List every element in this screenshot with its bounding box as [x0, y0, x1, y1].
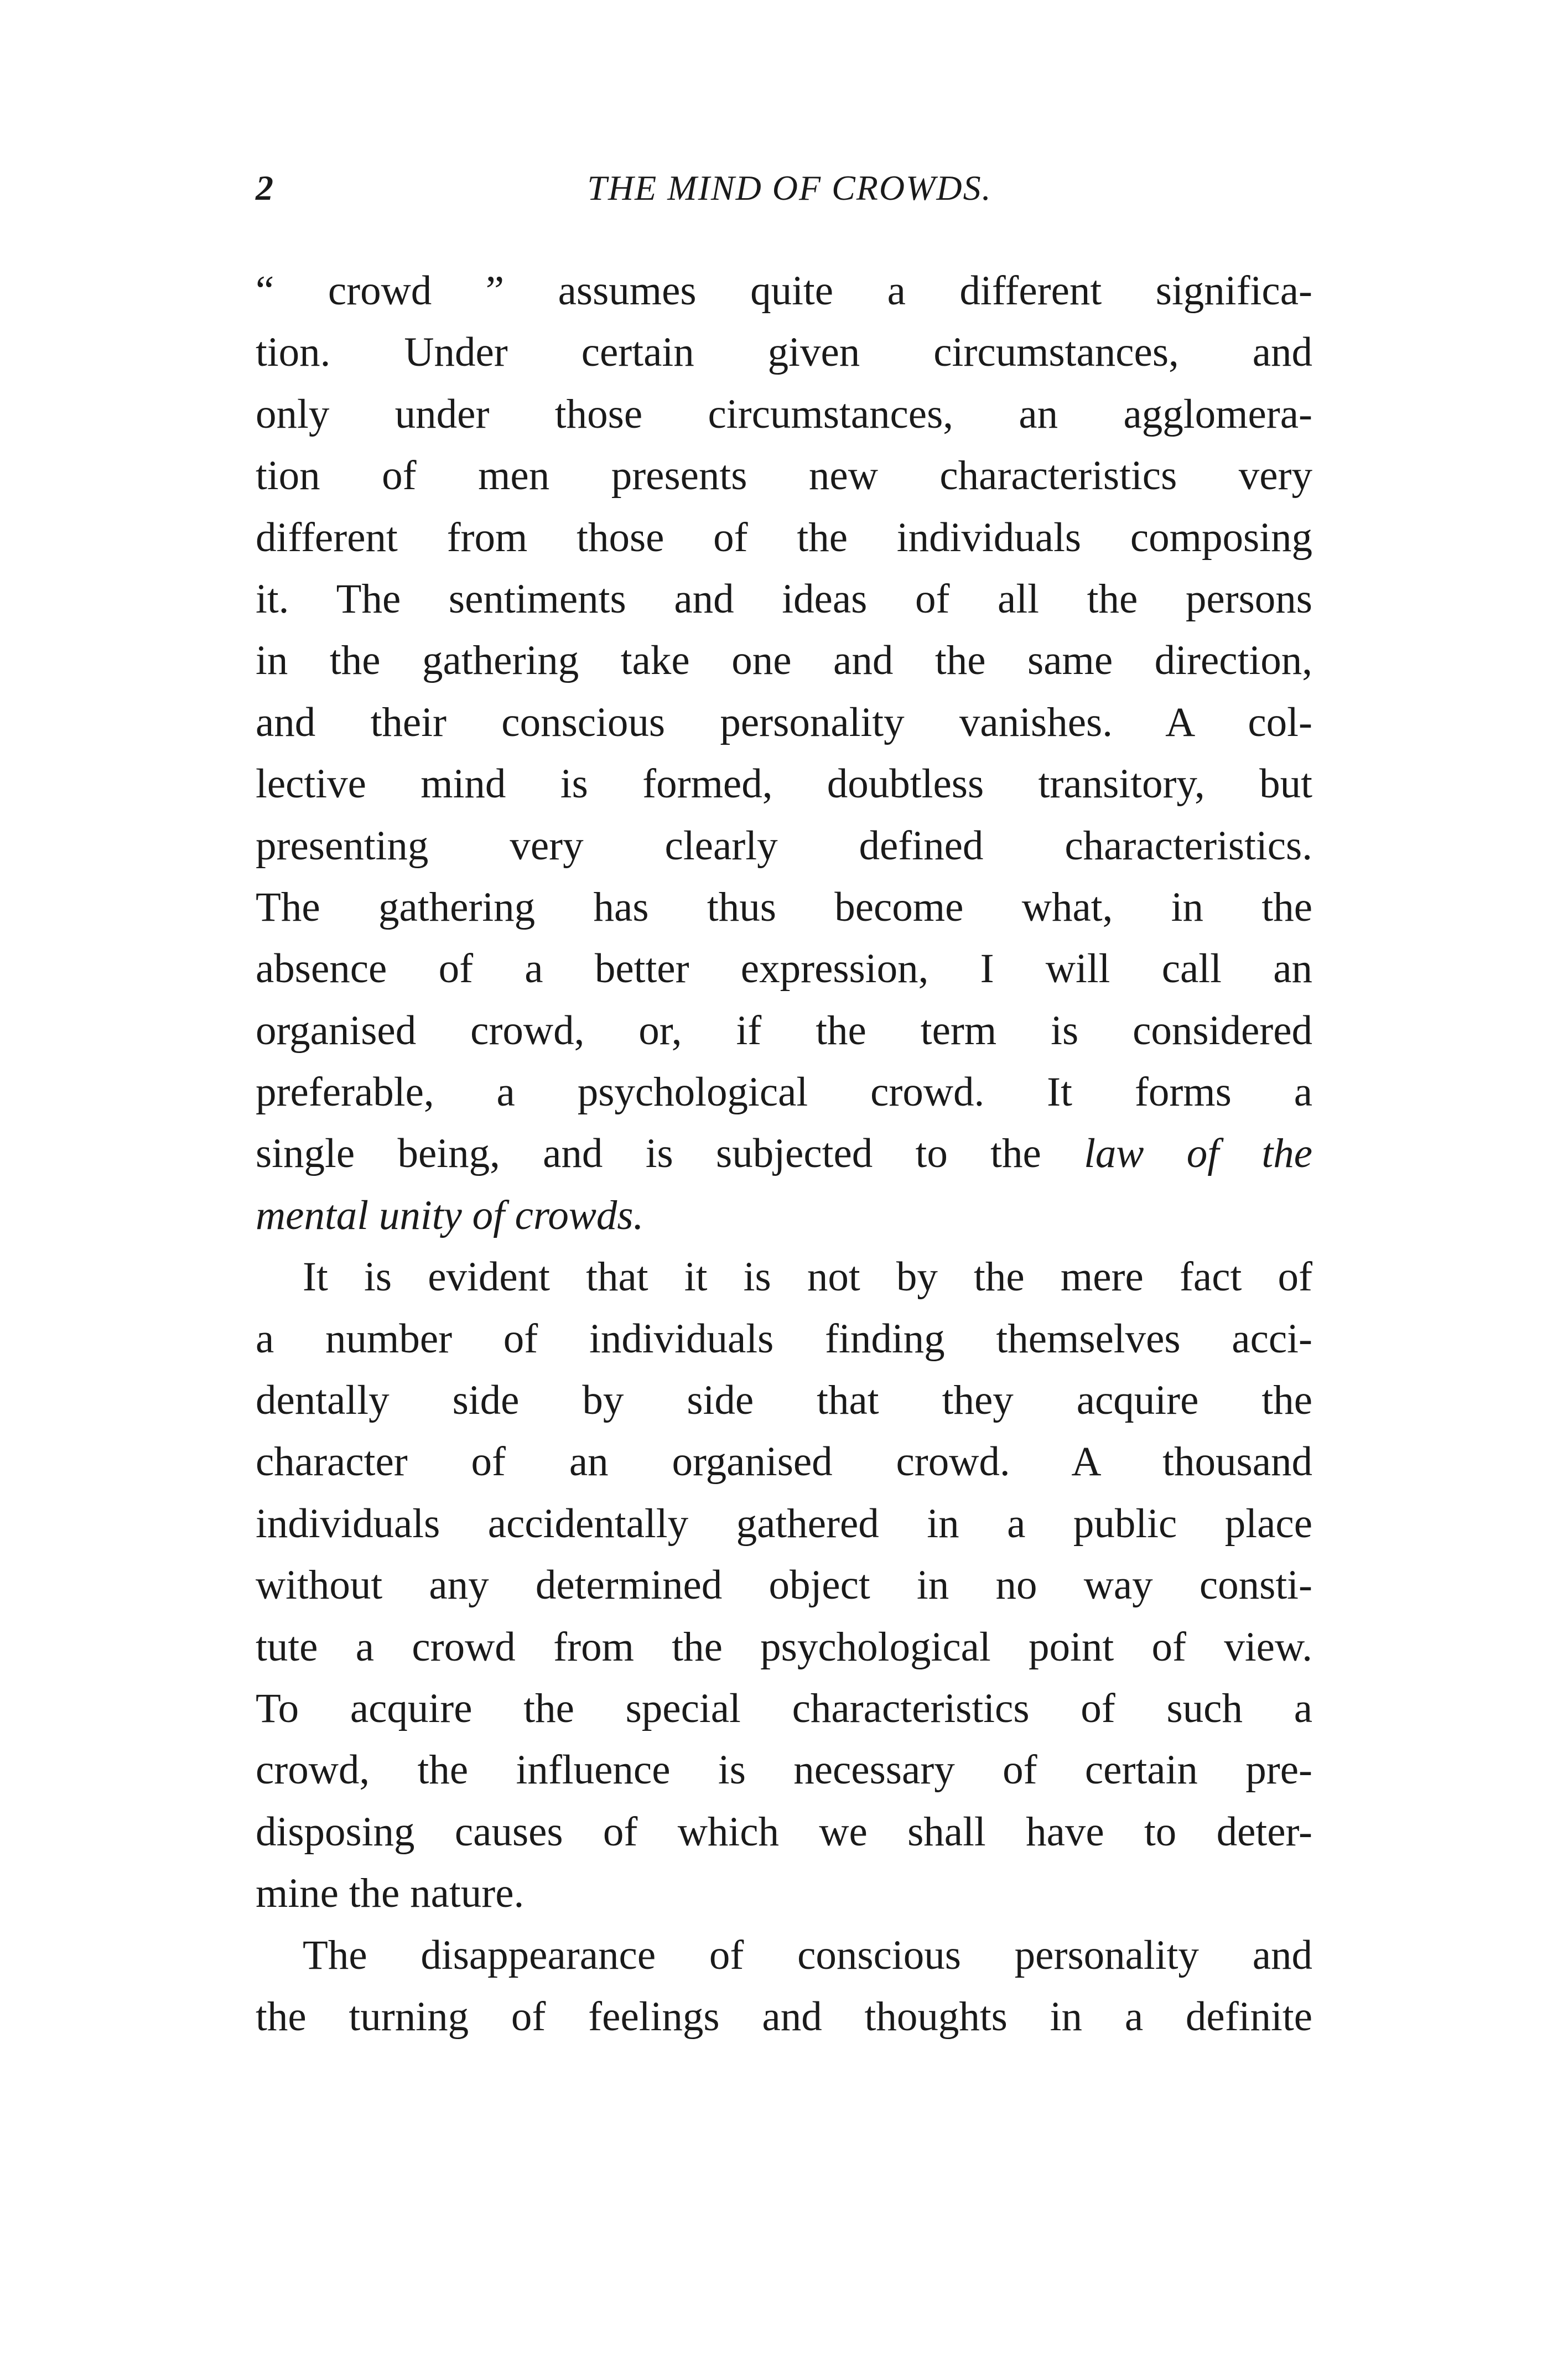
running-head [256, 160, 1312, 216]
text-run: single being, and is subjected to the [256, 1130, 1084, 1177]
text-line: absence of a better expression, I will call an [256, 946, 1312, 992]
text-line: character of an organised crowd. A thousand [256, 1439, 1312, 1485]
text-line: presenting very clearly defined characteristics. [256, 822, 1312, 869]
text-line: different from those of the individuals composing [256, 514, 1312, 561]
text-line: organised crowd, or, if the term is considered [256, 1007, 1312, 1054]
text-line: To acquire the special characteristics of such a [256, 1685, 1312, 1731]
paragraph-2 [256, 1246, 1312, 1924]
text-line: without any determined object in no way consti- [256, 1562, 1312, 1609]
text-line: crowd, the influence is necessary of certain pre- [256, 1747, 1312, 1793]
text-line: The gathering has thus become what, in the [256, 884, 1312, 930]
text-line: only under those circumstances, an agglomera- [256, 391, 1312, 437]
text-line: mine the nature. [256, 1870, 525, 1917]
text-line: tion of men presents new characteristics very [256, 453, 1312, 499]
paragraph-1 [256, 260, 1312, 1246]
text-line: and their conscious personality vanishes. A col- [256, 699, 1312, 745]
text-line: dentally side by side that they acquire the [256, 1377, 1312, 1424]
text-line: “ crowd ” assumes quite a different significa- [256, 268, 1312, 314]
text-line: in the gathering take one and the same direction, [256, 637, 1312, 684]
text-line: tion. Under certain given circumstances, and [256, 329, 1312, 376]
text-line: individuals accidentally gathered in a public place [256, 1500, 1312, 1547]
running-title: THE MIND OF CROWDS. [587, 168, 992, 208]
italic-text: mental unity of crowds. [256, 1192, 644, 1238]
text-line: preferable, a psychological crowd. It forms a [256, 1069, 1312, 1116]
text-line [256, 1123, 1312, 1184]
paragraph-3 [256, 1925, 1312, 2048]
italic-text: law of the [1084, 1130, 1313, 1177]
page-number: 2 [256, 168, 273, 208]
text-line: lective mind is formed, doubtless transitory, but [256, 761, 1312, 807]
text-line: a number of individuals finding themselves acci- [256, 1315, 1312, 1362]
body-text [256, 260, 1312, 2047]
text-line: It is evident that it is not by the mere fact of [303, 1254, 1312, 1300]
text-line: disposing causes of which we shall have to deter- [256, 1808, 1312, 1855]
text-line: The disappearance of conscious personality and [303, 1932, 1312, 1978]
text-line: it. The sentiments and ideas of all the persons [256, 575, 1312, 622]
text-line: the turning of feelings and thoughts in a definite [256, 1993, 1312, 2040]
text-line [256, 1185, 1312, 1246]
text-line: tute a crowd from the psychological point of view. [256, 1624, 1312, 1670]
